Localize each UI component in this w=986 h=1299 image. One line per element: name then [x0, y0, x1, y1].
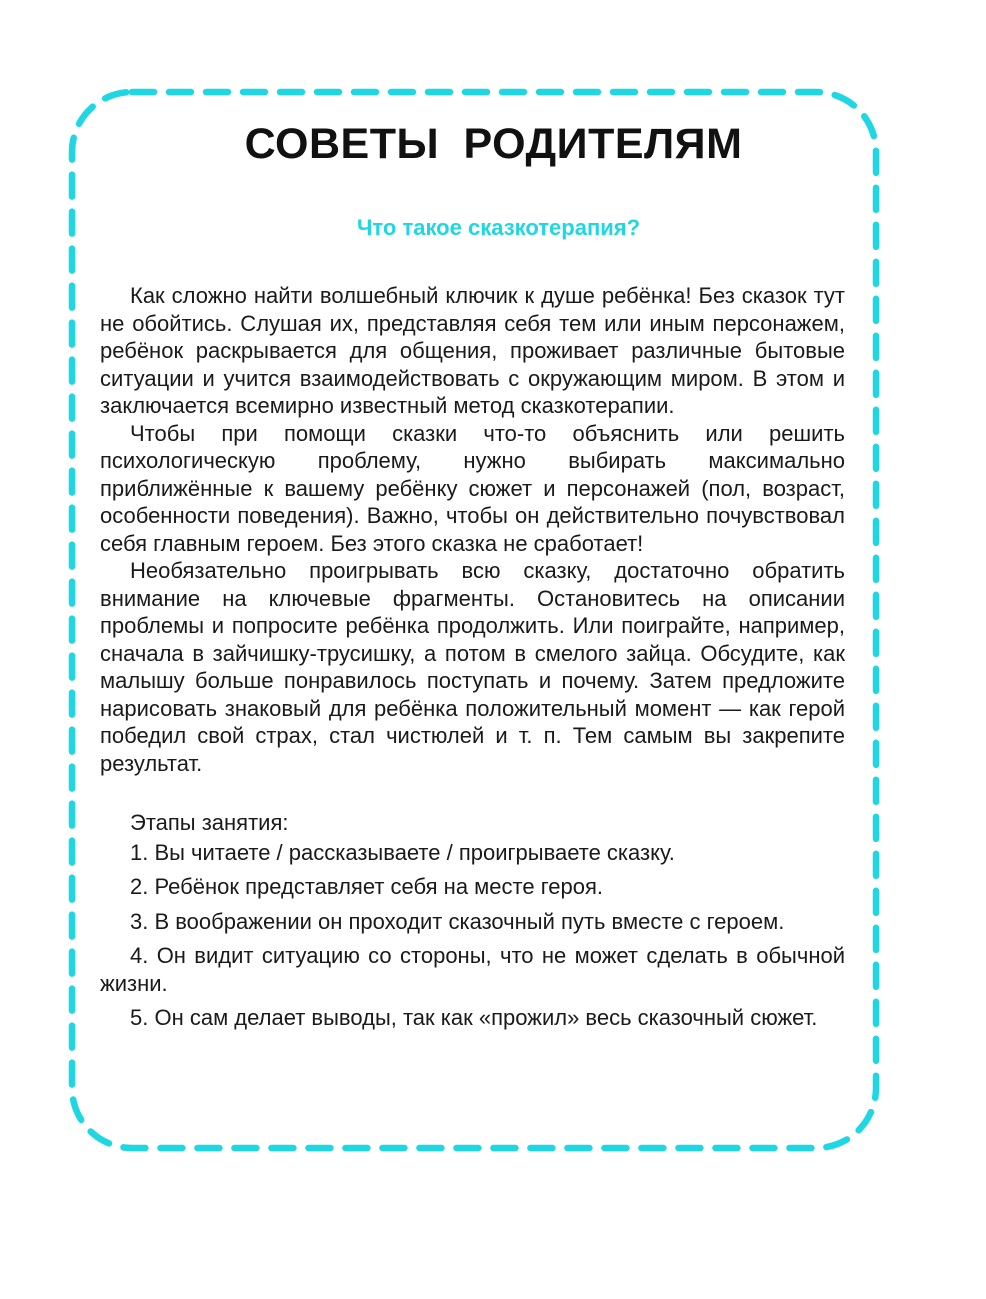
tips-content — [100, 118, 845, 1039]
paragraph-choice: Чтобы при помощи сказки что-то объяснить или решить психологическую проблему, нужно выбирать максимально приближённые к вашему ребёнку сюжет и персонажей (пол, возраст, особенности поведения). Важно, чтобы он действительно почувствовал себя главным героем. Без этого сказка не сработает! — [100, 420, 845, 556]
stage-item: 4. Он видит ситуацию со стороны, что не может сделать в обычной жизни. — [100, 943, 845, 996]
page-title: СОВЕТЫ РОДИТЕЛЯМ — [244, 120, 743, 168]
stage-item: 2. Ребёнок представляет себя на месте героя. — [130, 874, 603, 899]
section-subtitle: Что такое сказкотерапия? — [356, 215, 641, 240]
stage-item: 5. Он сам делает выводы, так как «прожил» весь сказочный сюжет. — [130, 1005, 818, 1030]
stages-label: Этапы занятия: — [130, 810, 289, 835]
paragraph-method: Необязательно проигрывать всю сказку, достаточно обратить внимание на ключевые фрагменты. Остановитесь на описании проблемы и попросите ребёнка продолжить. Или поиграйте, например, сначала в зайчишку-трусишку, а потом в смелого зайца. Обсудите, как малышу больше понравилось поступать и почему. Затем предложите нарисовать знаковый для ребёнка положительный момент — как герой победил свой страх, стал чистюлей и т. п. Тем самым вы закрепите результат. — [100, 558, 845, 776]
stage-item: 3. В воображении он проходит сказочный путь вместе с героем. — [130, 908, 785, 934]
stages-list — [100, 839, 845, 1032]
paragraph-intro: Как сложно найти волшебный ключик к душе ребёнка! Без сказок тут не обойтись. Слушая их, представляя себя тем или иным персонажем, ребёнок раскрывается для общения, проживает различные бытовые ситуации и учится взаимодействовать с окружающим миром. В этом и заключается всемирно известный метод сказкотерапии. — [100, 283, 845, 418]
stage-item: 1. Вы читаете / рассказываете / проигрываете сказку. — [130, 839, 675, 865]
